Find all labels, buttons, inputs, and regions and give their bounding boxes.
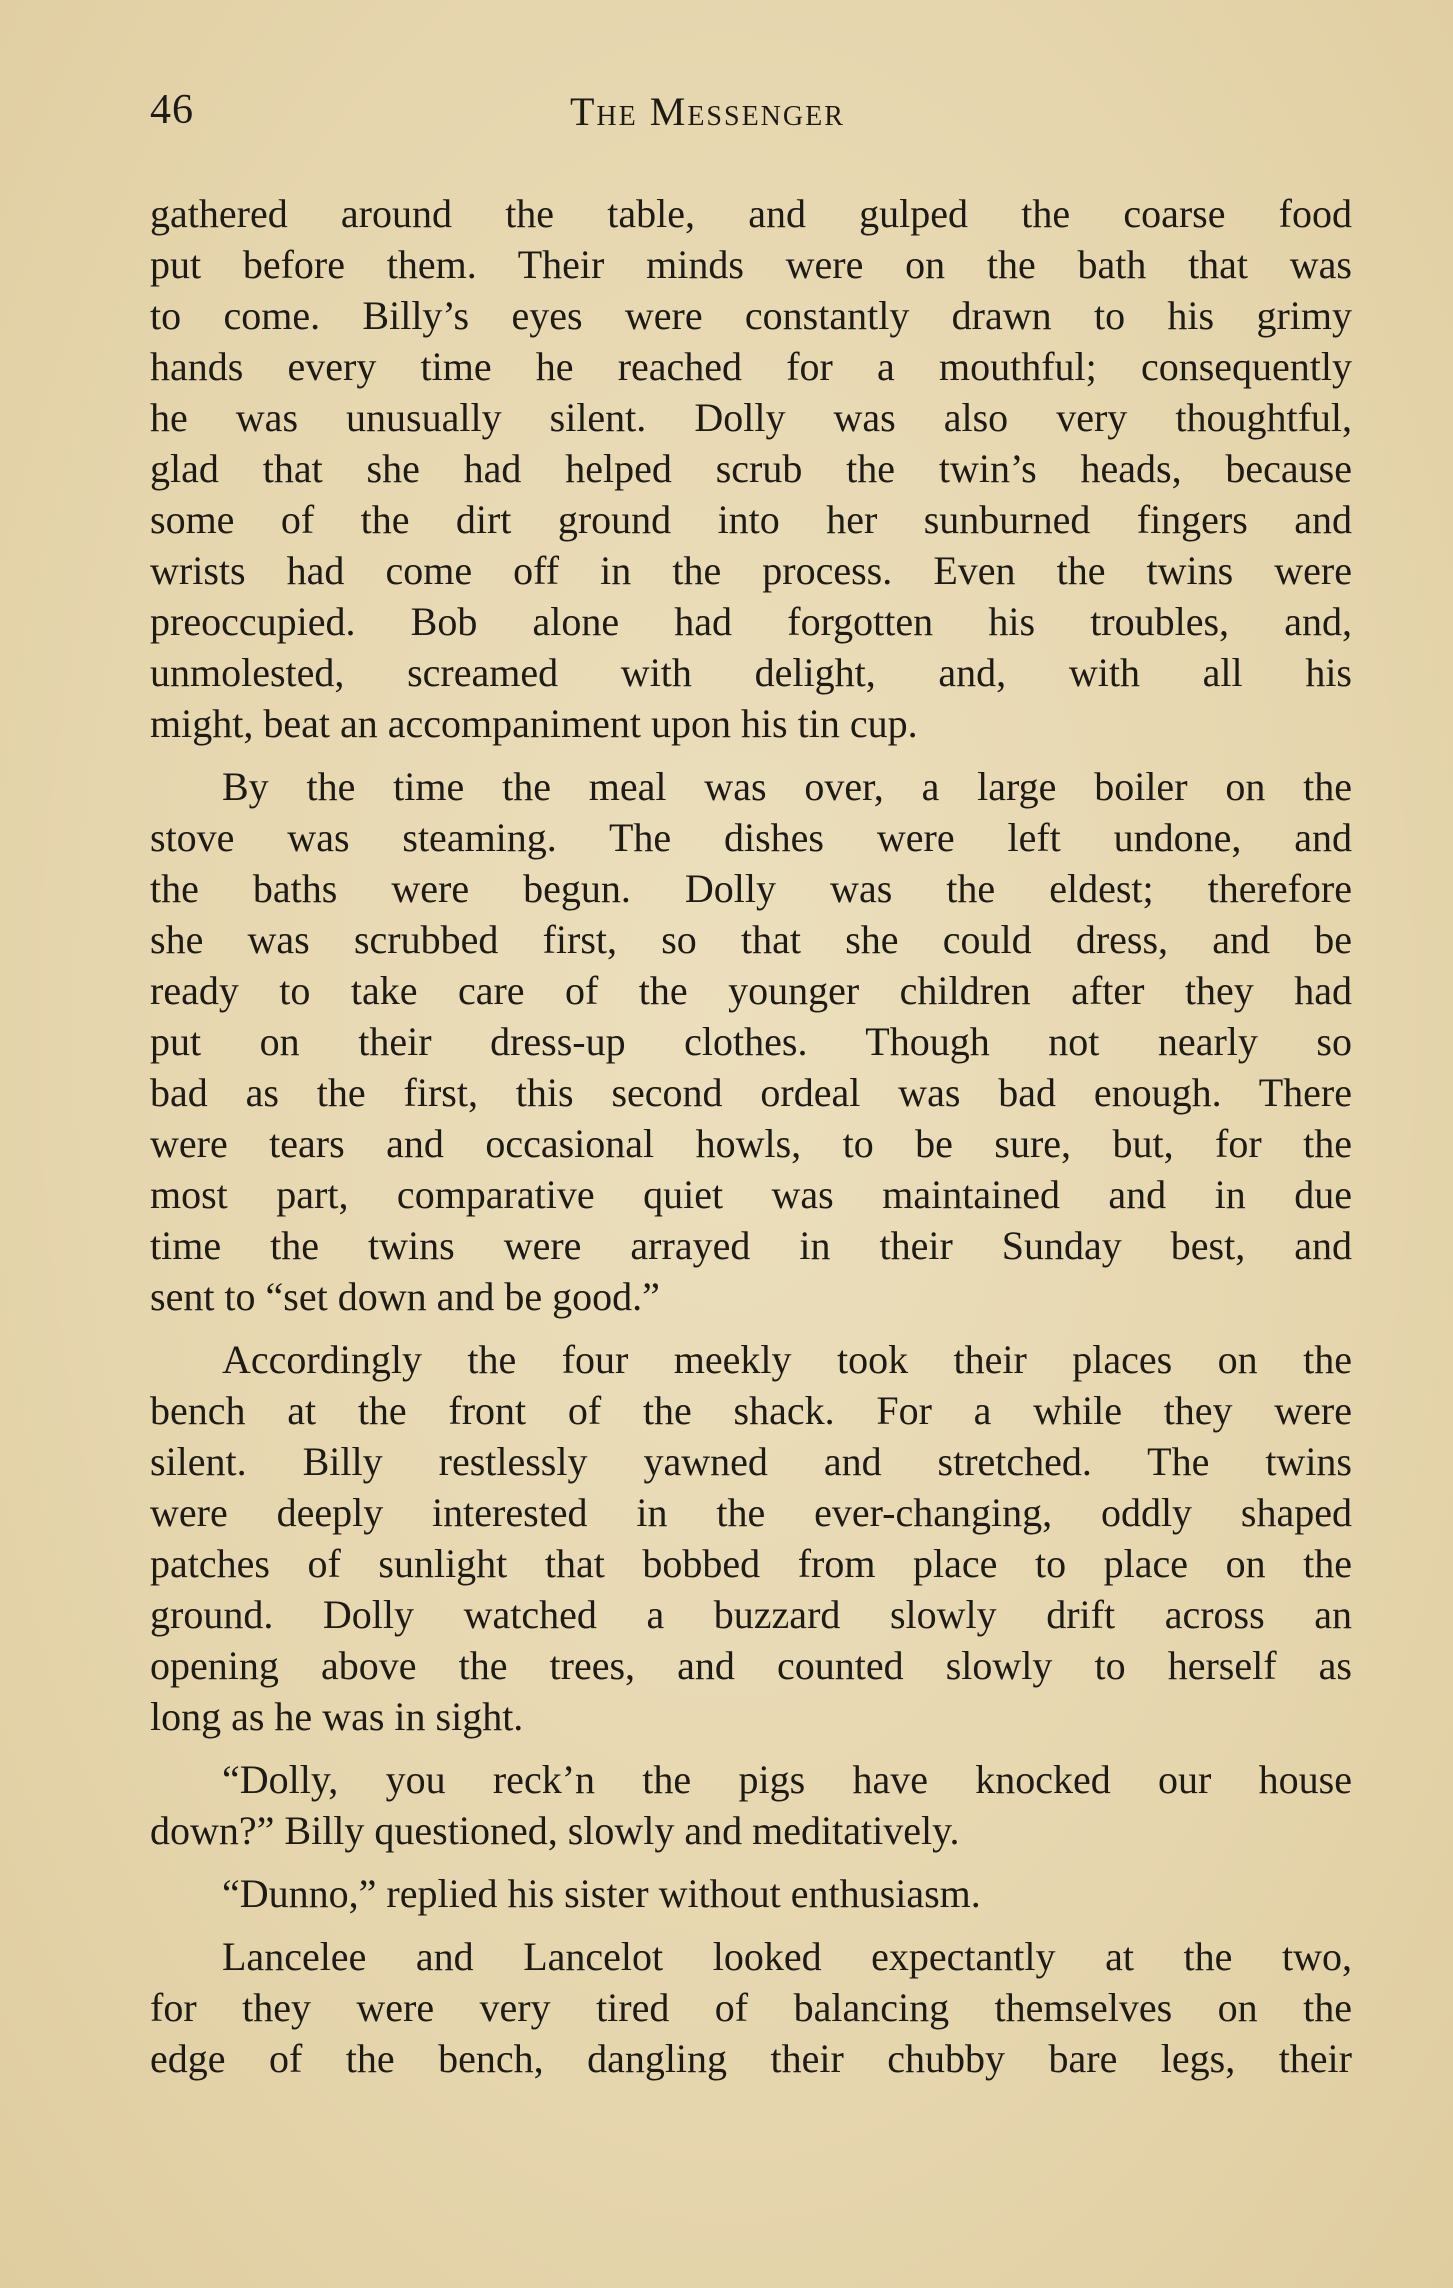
paragraph [150, 1334, 1352, 1742]
text-line: “Dolly, you reck’n the pigs have knocked our house [222, 1757, 1352, 1802]
text-line: wrists had come off in the process. Even the twins were [150, 548, 1352, 593]
text-line: sent to “set down and be good.” [150, 1274, 660, 1319]
paragraph [150, 1931, 1352, 2084]
text-line: silent. Billy restlessly yawned and stretched. The twins [150, 1439, 1352, 1484]
paragraph [150, 761, 1352, 1322]
text-line: might, beat an accompaniment upon his tin cup. [150, 701, 918, 746]
text-line: for they were very tired of balancing themselves on the [150, 1985, 1352, 2030]
text-line: some of the dirt ground into her sunburned fingers and [150, 497, 1352, 542]
text-line: hands every time he reached for a mouthful; consequently [150, 344, 1352, 389]
paragraph [150, 1754, 1352, 1856]
text-line: most part, comparative quiet was maintained and in due [150, 1172, 1352, 1217]
page-header [150, 80, 1350, 140]
text-line: patches of sunlight that bobbed from place to place on the [150, 1541, 1352, 1586]
text-line: preoccupied. Bob alone had forgotten his troubles, and, [150, 599, 1352, 644]
text-line: time the twins were arrayed in their Sunday best, and [150, 1223, 1352, 1268]
text-line: stove was steaming. The dishes were left undone, and [150, 815, 1352, 860]
text-line: ready to take care of the younger children after they had [150, 968, 1352, 1013]
text-line: opening above the trees, and counted slowly to herself as [150, 1643, 1352, 1688]
text-line: she was scrubbed first, so that she could dress, and be [150, 917, 1352, 962]
text-line: “Dunno,” replied his sister without enthusiasm. [222, 1871, 981, 1916]
text-line: down?” Billy questioned, slowly and meditatively. [150, 1808, 960, 1853]
text-line: put on their dress-up clothes. Though not nearly so [150, 1019, 1352, 1064]
text-line: put before them. Their minds were on the bath that was [150, 242, 1352, 287]
text-line: bench at the front of the shack. For a while they were [150, 1388, 1352, 1433]
running-title: The Messenger [570, 89, 845, 134]
text-line: were tears and occasional howls, to be sure, but, for the [150, 1121, 1352, 1166]
text-line: he was unusually silent. Dolly was also very thoughtful, [150, 395, 1352, 440]
text-line: gathered around the table, and gulped the coarse food [150, 191, 1352, 236]
body-text [150, 188, 1352, 2084]
text-line: unmolested, screamed with delight, and, with all his [150, 650, 1352, 695]
text-line: edge of the bench, dangling their chubby bare legs, their [150, 2036, 1352, 2081]
page-number: 46 [150, 87, 194, 133]
text-line: bad as the first, this second ordeal was bad enough. There [150, 1070, 1352, 1115]
text-line: By the time the meal was over, a large boiler on the [222, 764, 1352, 809]
text-line: the baths were begun. Dolly was the eldest; therefore [150, 866, 1352, 911]
text-line: ground. Dolly watched a buzzard slowly drift across an [150, 1592, 1352, 1637]
text-line: to come. Billy’s eyes were constantly drawn to his grimy [150, 293, 1352, 338]
paragraph [150, 188, 1352, 749]
text-line: Lancelee and Lancelot looked expectantly at the two, [222, 1934, 1352, 1979]
text-line: were deeply interested in the ever-changing, oddly shaped [150, 1490, 1352, 1535]
paragraph [150, 1868, 1352, 1919]
text-line: long as he was in sight. [150, 1694, 524, 1739]
text-line: glad that she had helped scrub the twin’s heads, because [150, 446, 1352, 491]
text-line: Accordingly the four meekly took their places on the [222, 1337, 1352, 1382]
